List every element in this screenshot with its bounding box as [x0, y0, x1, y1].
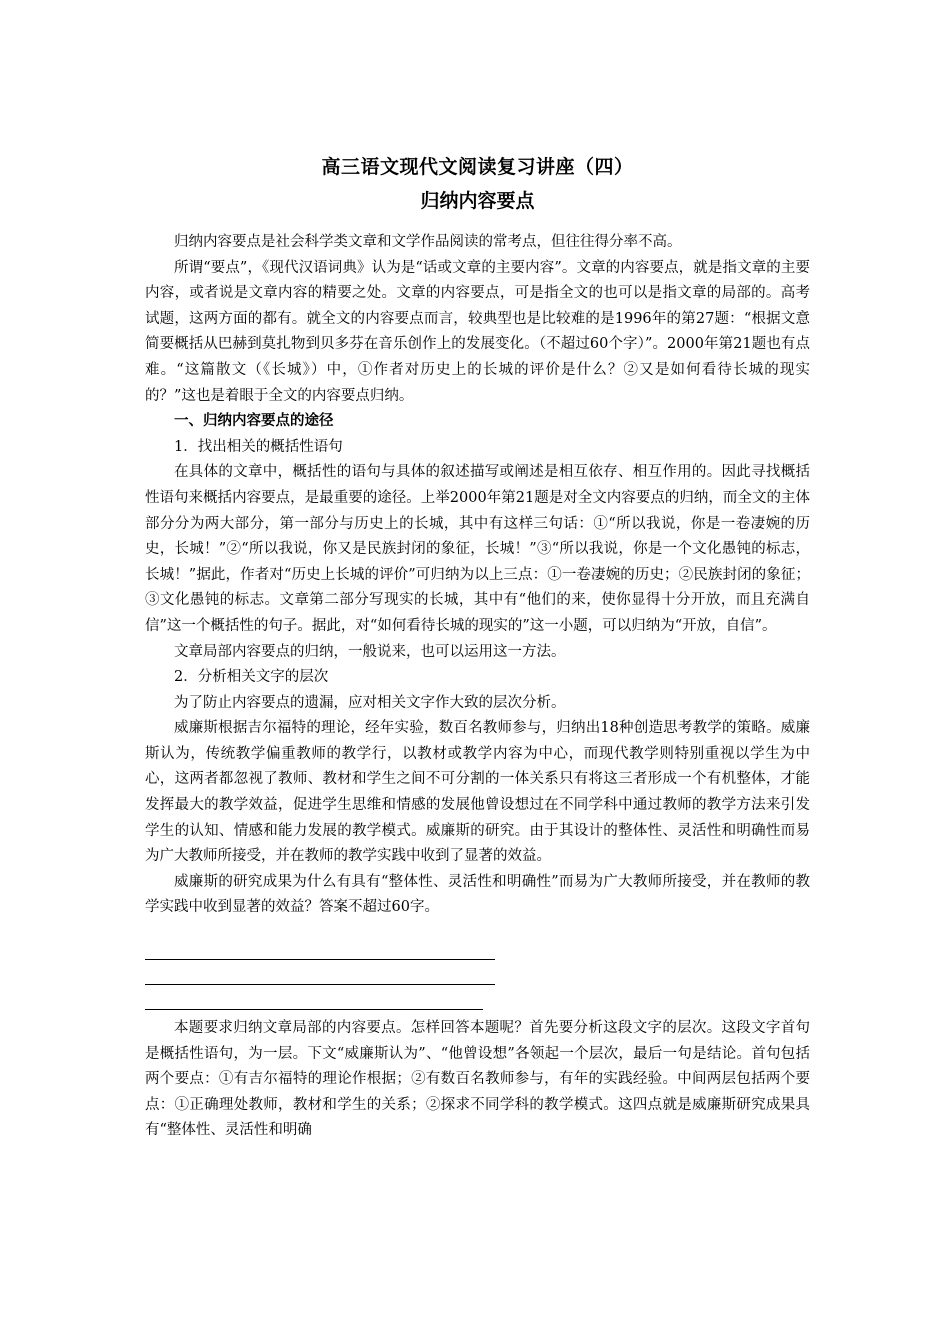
section-heading: 一、归纳内容要点的途径	[174, 413, 334, 430]
document-title: 高三语文现代文阅读复习讲座（四）	[321, 156, 634, 178]
definition-paragraph: 所谓“要点”，《现代汉语词典》认为是“话或文章的主要内容”。文章的内容要点，就是指文章的主要内容，或者说是文章内容的精要之处。文章的内容要点，可是指全文的也可以是指文章的局部的。高考试题，这两方面的都有。就全文的内容要点而言，较典型也是比较难的是1996年的第27题：“根据文意简要概括从巴赫到莫扎物到贝多芬在音乐创作上的发展变化。（不超过60个字）”。2000年第21题也有点难。“这篇散文（《长城》）中，①作者对历史上的长城的评价是什么？②又是如何看待长城的现实的？”这也是着眼于全文的内容要点归纳。	[145, 259, 810, 404]
body-paragraph: 在具体的文章中，概括性的语句与具体的叙述描写或阐述是相互依存、相互作用的。因此寻找概括性语句来概括内容要点，是最重要的途径。上举2000年第21题是对全文内容要点的归纳，而全文的主体部分分为两大部分，第一部分与历史上的长城，其中有这样三句话：①“所以我说，你是一卷凄婉的历史，长城！”②“所以我说，你又是民族封闭的象征，长城！”③“所以我说，你是一个文化愚钝的标志，长城！”据此，作者对“历史上长城的评价”可归纳为以上三点：①一卷凄婉的历史；②民族封闭的象征；③文化愚钝的标志。文章第二部分写现实的长城，其中有“他们的来，使你显得十分开放，而且充满自信”这一个概括性的句子。据此，对“如何看待长城的现实的”这一小题，可以归纳为“开放，自信”。	[145, 464, 810, 634]
subsection-heading: 1．找出相关的概括性语句	[174, 438, 343, 455]
document-subtitle: 归纳内容要点	[420, 190, 535, 212]
intro-paragraph: 归纳内容要点是社会科学类文章和文学作品阅读的常考点，但往往得分率不高。	[174, 234, 682, 250]
answer-line	[145, 935, 495, 960]
subsection-heading: 2．分析相关文字的层次	[174, 669, 329, 686]
answer-line	[145, 960, 495, 985]
question-paragraph: 威廉斯的研究成果为什么有具有“整体性、灵活性和明确性”而易为广大教师所接受，并在教师的教学实践中收到显著的效益？答案不超过60字。	[145, 873, 810, 916]
answer-lines	[145, 935, 810, 1010]
body-paragraph: 为了防止内容要点的遗漏，应对相关文字作大致的层次分析。	[174, 694, 566, 711]
body-paragraph: 文章局部内容要点的归纳，一般说来，也可以运用这一方法。	[174, 643, 566, 660]
answer-line	[145, 985, 483, 1010]
excerpt-paragraph: 威廉斯根据吉尔福特的理论，经年实验，数百名教师参与，归纳出18种创造思考教学的策略。威廉斯认为，传统教学偏重教师的教学行，以教材或教学内容为中心，而现代教学则特别重视以学生为中心，这两者都忽视了教师、教材和学生之间不可分割的一体关系只有将这三者形成一个有机整体，才能发挥最大的教学效益，促进学生思维和情感的发展他曾设想过在不同学科中通过教师的教学方法来引发学生的认知、情感和能力发展的教学模式。威廉斯的研究。由于其设计的整体性、灵活性和明确性而易为广大教师所接受，并在教师的教学实践中收到了显著的效益。	[145, 720, 810, 865]
document-page	[145, 150, 810, 1144]
analysis-paragraph: 本题要求归纳文章局部的内容要点。怎样回答本题呢？首先要分析这段文字的层次。这段文字首句是概括性语句，为一层。下文“威廉斯认为”、“他曾设想”各领起一个层次，最后一句是结论。首句包括两个要点：①有吉尔福特的理论作根据；②有数百名教师参与，有年的实践经验。中间两层包括两个要点：①正确理处教师，教材和学生的关系；②探求不同学科的教学模式。这四点就是威廉斯研究成果具有“整体性、灵活性和明确	[145, 1020, 810, 1139]
